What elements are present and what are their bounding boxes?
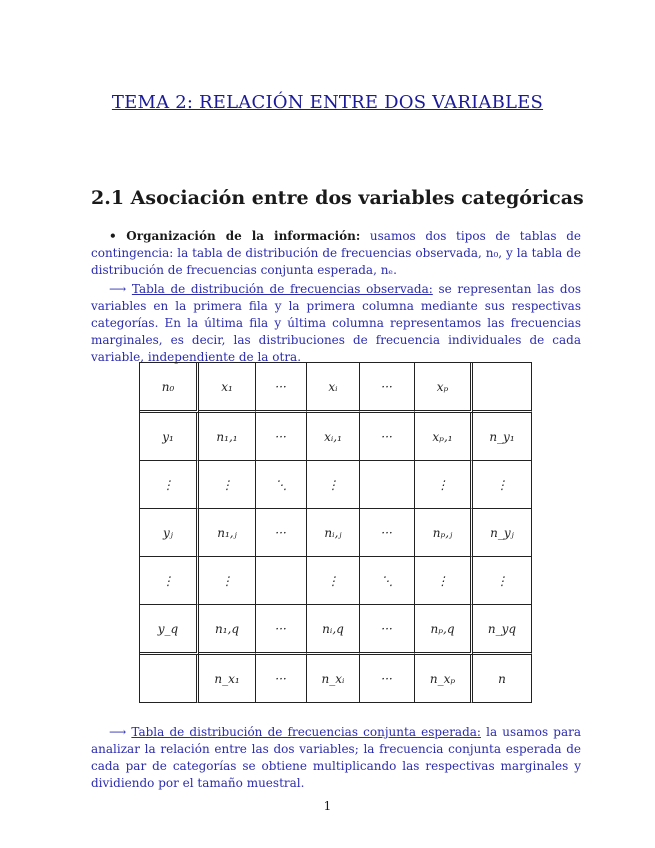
table-cell: n_yⱼ [473,509,532,557]
observed-table-link: Tabla de distribución de frecuencias observada: [131,282,433,296]
table-cell: ⋮ [199,557,256,605]
organization-label: Organización de la información: [126,229,361,243]
table-cell: nₚ,q [415,605,473,655]
table-cell: ⋮ [140,461,199,509]
table-cell: yⱼ [140,509,199,557]
table-cell: n₁,ⱼ [199,509,256,557]
table-cell: ⋮ [473,461,532,509]
expected-table-link: Tabla de distribución de frecuencias conjunta esperada: [131,725,481,739]
table-cell: ··· [360,413,415,461]
table-cell: n_yq [473,605,532,655]
table-row [140,413,532,461]
table-cell: nᵢ,ⱼ [307,509,360,557]
paragraph-organization [91,228,581,279]
table-cell: ⋮ [473,557,532,605]
table-cell: ··· [256,605,307,655]
table-cell [473,363,532,413]
table-cell: n_y₁ [473,413,532,461]
arrow-icon: ⟶ [109,282,127,296]
table-cell: n_x₁ [199,655,256,703]
table-cell: ··· [360,509,415,557]
table-cell: ··· [256,655,307,703]
section-heading: 2.1 Asociación entre dos variables categóricas [91,187,584,209]
table-cell: ··· [360,605,415,655]
table-cell: ⋮ [415,557,473,605]
table-row [140,605,532,655]
table-cell: nᵢ,q [307,605,360,655]
table-cell: n₁,₁ [199,413,256,461]
table-cell: xₚ [415,363,473,413]
table-cell: ··· [360,363,415,413]
paragraph-observed-table [91,281,581,366]
observed-table-text: se representan las dos variables en la primera fila y la primera columna mediante sus respectivas categorías. En la última fila y última columna representamos las frecuencias marginales, es decir, las distribuciones de frecuencia individuales de cada variable, independiente de la otra. [91,282,581,364]
table-cell: ⋮ [415,461,473,509]
table-cell: ⋮ [199,461,256,509]
table-cell: ⋱ [256,461,307,509]
table-cell: n [473,655,532,703]
table-cell [140,655,199,703]
table-cell: y₁ [140,413,199,461]
table-cell: y_q [140,605,199,655]
table-row [140,557,532,605]
page-number: 1 [323,799,332,813]
table-cell: ⋮ [307,461,360,509]
table-cell: xᵢ [307,363,360,413]
table-cell: nₚ,ⱼ [415,509,473,557]
frequency-table [139,362,532,703]
expected-table-text: la usamos para analizar la relación entre las dos variables; la frecuencia conjunta esperada de cada par de categorías se obtiene multiplicando las respectivas marginales y dividiendo por el tamaño muestral. [91,725,582,790]
table-row [140,363,532,413]
organization-text: usamos dos tipos de tablas de contingencia: la tabla de distribución de frecuencias observada, n₀, y la tabla de distribución de frecuencias conjunta esperada, nₑ. [91,229,581,277]
document-title: TEMA 2: RELACIÓN ENTRE DOS VARIABLES [111,92,544,113]
table-cell: ··· [256,363,307,413]
table-cell: ··· [360,655,415,703]
table-row [140,655,532,703]
table-cell: ⋱ [360,557,415,605]
table-cell: xₚ,₁ [415,413,473,461]
table-cell: xᵢ,₁ [307,413,360,461]
bullet: • [109,229,117,243]
table-row [140,509,532,557]
table-cell: ⋮ [140,557,199,605]
table-cell: ··· [256,509,307,557]
table-cell: ··· [256,413,307,461]
table-cell: ⋮ [307,557,360,605]
table-cell: n_xₚ [415,655,473,703]
table-cell [360,461,415,509]
table-cell: n_xᵢ [307,655,360,703]
arrow-icon: ⟶ [109,725,127,739]
paragraph-expected-table [91,724,581,792]
table-cell: n₀ [140,363,199,413]
table-cell: n₁,q [199,605,256,655]
table-cell: x₁ [199,363,256,413]
table-row [140,461,532,509]
table-cell [256,557,307,605]
